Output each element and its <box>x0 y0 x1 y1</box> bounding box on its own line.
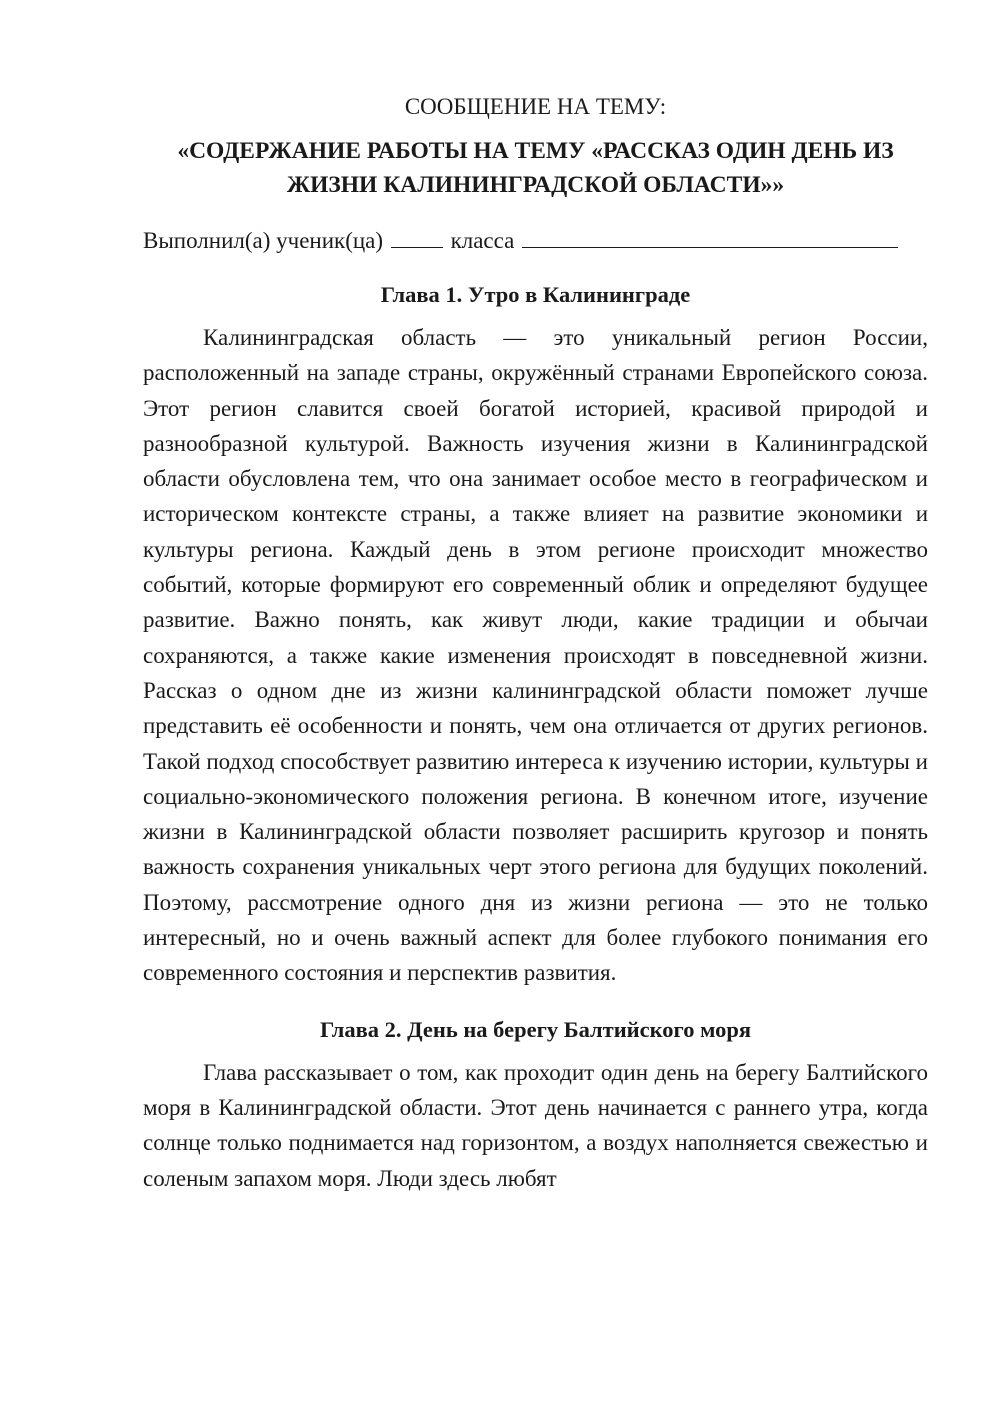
author-prefix: Выполнил(а) ученик(ца) <box>143 228 384 253</box>
chapter-1-paragraph: Калининградская область — это уникальный регион России, расположенный на западе страны, окружённый странами Европейского союза. Этот регион славится своей богатой историей, красивой природой и разнообразной культурой. Важность изучения жизни в Калининградской области обусловлена тем, что она занимает особое место в географическом и историческом контексте страны, а также влияет на развитие экономики и культуры региона. Каждый день в этом регионе происходит множество событий, которые формируют его современный облик и определяют будущее развитие. Важно понять, как живут люди, какие традиции и обычаи сохраняются, а также какие изменения происходят в повседневной жизни. Рассказ о одном дне из жизни калининградской области поможет лучше представить её особенности и понять, чем она отличается от других регионов. Такой подход способствует развитию интереса к изучению истории, культуры и социально-экономического положения региона. В конечном итоге, изучение жизни в Калининградской области позволяет расширить кругозор и понять важность сохранения уникальных черт этого региона для будущих поколений. Поэтому, рассмотрение одного дня из жизни региона — это не только интересный, но и очень важный аспект для более глубокого понимания его современного состояния и перспектив развития. <box>143 325 928 986</box>
author-line <box>143 224 928 258</box>
name-blank <box>522 225 898 248</box>
chapter-1-heading: Глава 1. Утро в Калининграде <box>380 282 691 307</box>
document-title: «СОДЕРЖАНИЕ РАБОТЫ НА ТЕМУ «РАССКАЗ ОДИН ДЕНЬ ИЗ ЖИЗНИ КАЛИНИНГРАДСКОЙ ОБЛАСТИ»» <box>177 138 894 198</box>
grade-blank <box>391 225 443 248</box>
chapter-2-paragraph: Глава рассказывает о том, как проходит один день на берегу Балтийского моря в Калининградской области. Этот день начинается с раннего утра, когда солнце только поднимается над горизонтом, а воздух наполняется свежестью и соленым запахом моря. Люди здесь любят <box>143 1059 928 1191</box>
author-middle: класса <box>450 228 515 253</box>
document-page <box>143 88 928 1196</box>
document-header: СООБЩЕНИЕ НА ТЕМУ: <box>404 94 667 119</box>
chapter-2-heading: Глава 2. День на берегу Балтийского моря <box>319 1016 752 1042</box>
